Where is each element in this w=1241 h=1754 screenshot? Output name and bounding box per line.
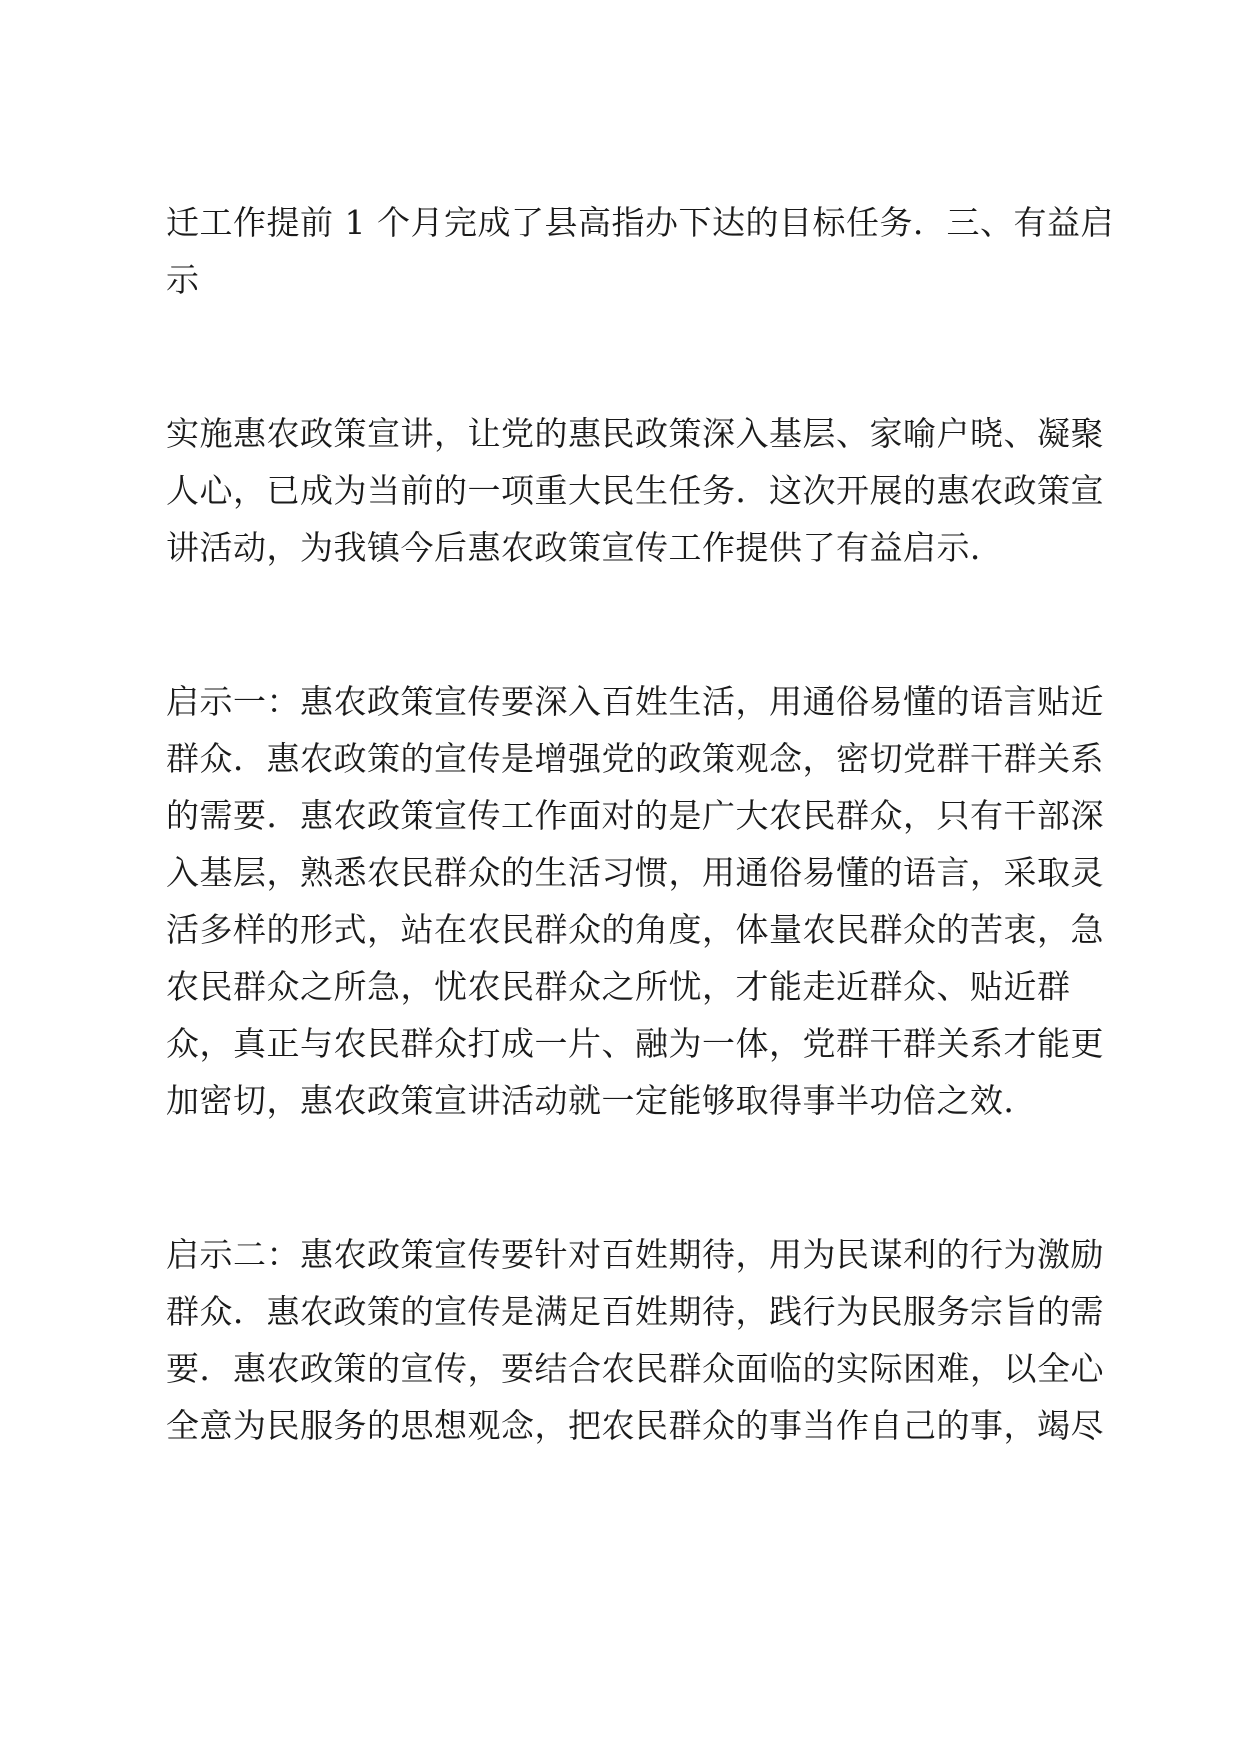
text-line: 活多样的形式，站在农民群众的角度，体量农民群众的苦衷，急 xyxy=(166,910,1104,949)
text-line: 启示一：惠农政策宣传要深入百姓生活，用通俗易懂的语言贴近 xyxy=(166,682,1104,721)
text-line: 实施惠农政策宣讲，让党的惠民政策深入基层、家喻户晓、凝聚 xyxy=(166,414,1104,453)
text-line: 讲活动，为我镇今后惠农政策宣传工作提供了有益启示． xyxy=(166,528,1004,567)
text-line: 要．惠农政策的宣传，要结合农民群众面临的实际困难，以全心 xyxy=(166,1349,1104,1388)
paragraph-2 xyxy=(166,405,1104,576)
paragraph-3 xyxy=(166,673,1104,1129)
text-line: 群众．惠农政策的宣传是满足百姓期待，践行为民服务宗旨的需 xyxy=(166,1292,1104,1331)
paragraph-4 xyxy=(166,1226,1104,1454)
text-line: 加密切，惠农政策宣讲活动就一定能够取得事半功倍之效． xyxy=(166,1081,1037,1120)
text-line: 迁工作提前 1 个月完成了县高指办下达的目标任务．三、有益启 xyxy=(166,203,1114,242)
text-line: 农民群众之所急，忧农民群众之所忧，才能走近群众、贴近群 xyxy=(166,967,1071,1006)
text-line: 群众．惠农政策的宣传是增强党的政策观念，密切党群干群关系 xyxy=(166,739,1104,778)
paragraph-gap xyxy=(166,576,1096,673)
paragraph-gap xyxy=(166,1129,1096,1226)
text-line: 示 xyxy=(166,260,200,299)
text-line: 启示二：惠农政策宣传要针对百姓期待，用为民谋利的行为激励 xyxy=(166,1235,1104,1274)
text-line: 人心，已成为当前的一项重大民生任务．这次开展的惠农政策宣 xyxy=(166,471,1104,510)
paragraph-gap xyxy=(166,308,1096,405)
text-line: 的需要．惠农政策宣传工作面对的是广大农民群众，只有干部深 xyxy=(166,796,1104,835)
paragraph-1 xyxy=(166,194,1114,308)
text-line: 众，真正与农民群众打成一片、融为一体，党群干群关系才能更 xyxy=(166,1024,1104,1063)
text-line: 入基层，熟悉农民群众的生活习惯，用通俗易懂的语言，采取灵 xyxy=(166,853,1104,892)
text-line: 全意为民服务的思想观念，把农民群众的事当作自己的事，竭尽 xyxy=(166,1406,1104,1445)
document-body xyxy=(166,194,1114,1454)
